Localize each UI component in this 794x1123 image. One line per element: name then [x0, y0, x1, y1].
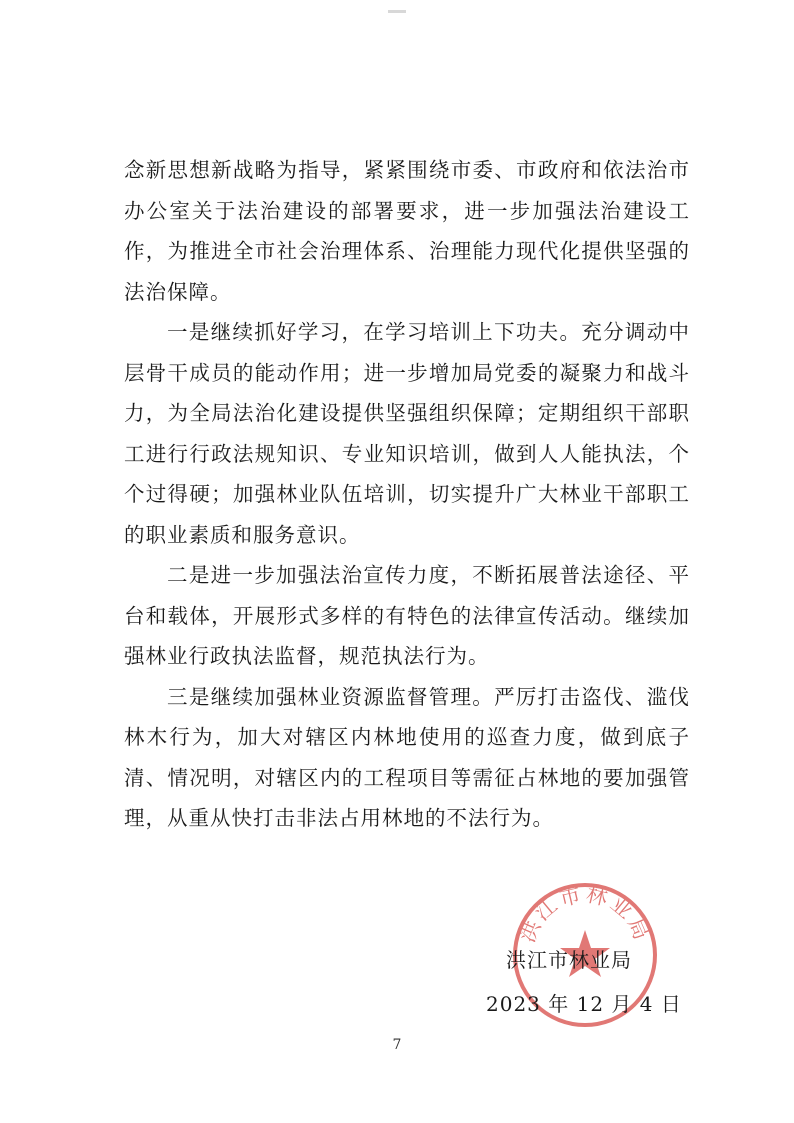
page-number: 7	[392, 1037, 402, 1053]
signature-date: 2023 年 12 月 4 日	[486, 992, 682, 1016]
paragraph-intro: 念新思想新战略为指导，紧紧围绕市委、市政府和依法治市办公室关于法治建设的部署要求，进一步加强法治建设工作，为推进全市社会治理体系、治理能力现代化提供坚强的法治保障。	[124, 158, 690, 304]
signature-block	[486, 938, 686, 1026]
paragraph-point-three: 三是继续加强林业资源监督管理。严厉打击盗伐、滥伐林木行为，加大对辖区内林地使用的巡查力度，做到底子清、情况明，对辖区内的工程项目等需征占林地的要加强管理，从重从快打击非法占用林地的不法行为。	[124, 684, 690, 830]
document-body	[124, 150, 690, 839]
signature-organization: 洪江市林业局	[506, 948, 632, 972]
paragraph-point-one: 一是继续抓好学习，在学习培训上下功夫。充分调动中层骨干成员的能动作用；进一步增加局党委的凝聚力和战斗力，为全局法治化建设提供坚强组织保障；定期组织干部职工进行行政法规知识、专业知识培训，做到人人能执法，个个过得硬；加强林业队伍培训，切实提升广大林业干部职工的职业素质和服务意识。	[124, 320, 690, 547]
seal-text: 洪江市林业局	[515, 881, 655, 946]
paragraph-point-two: 二是进一步加强法治宣传力度，不断拓展普法途径、平台和载体，开展形式多样的有特色的法律宣传活动。继续加强林业行政执法监督，规范执法行为。	[124, 563, 690, 668]
scan-mark	[388, 10, 406, 13]
